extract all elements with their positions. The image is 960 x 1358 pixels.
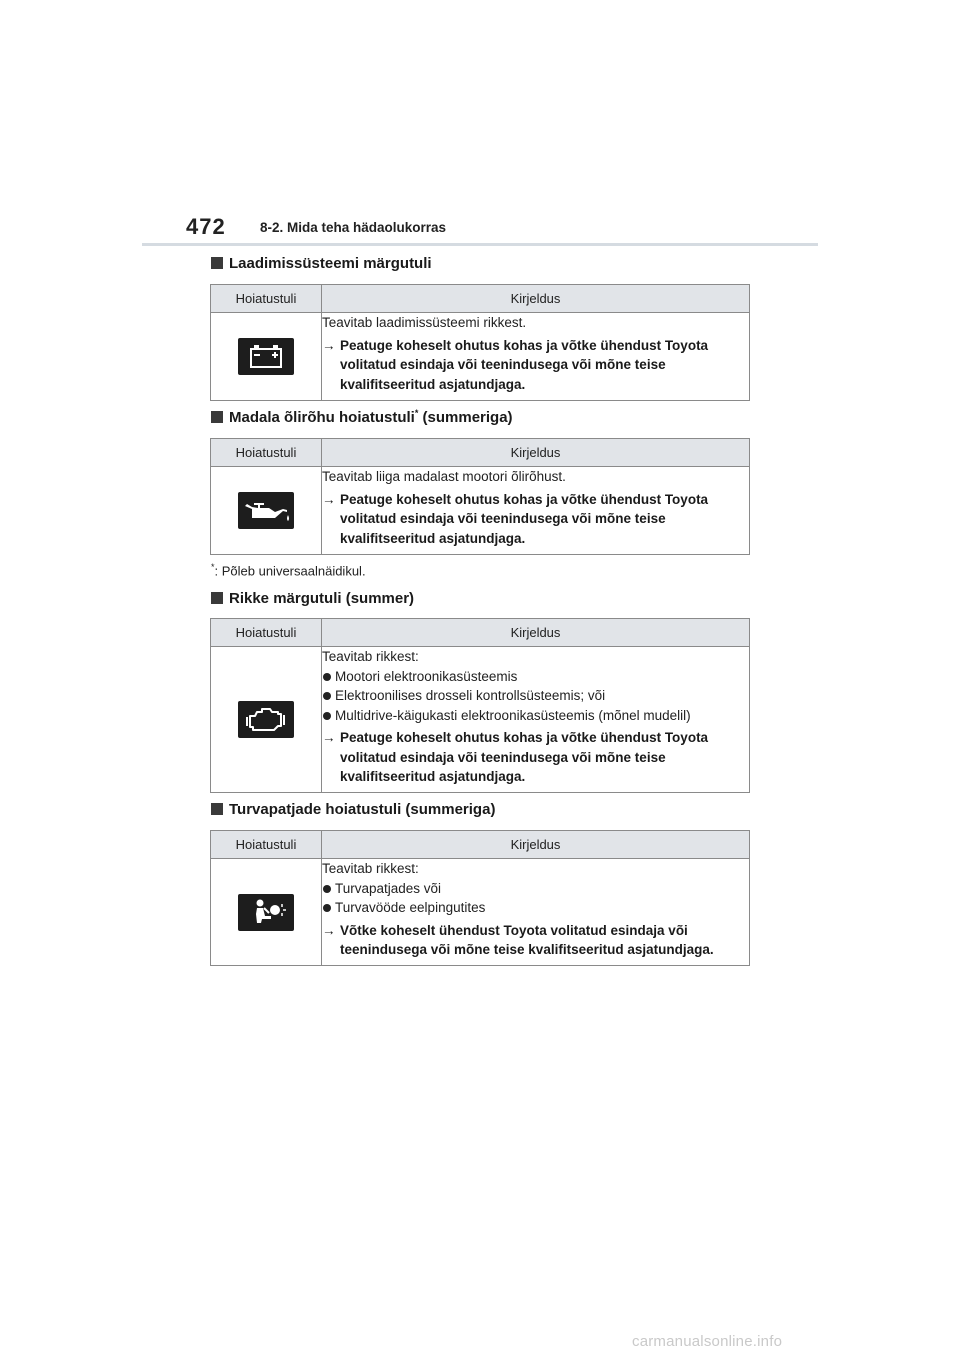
col-header-description: Kirjeldus [322,831,750,859]
charging-table [210,284,750,401]
oil-can-icon [238,492,294,529]
list-item: Turvapatjades või [322,879,749,899]
airbag-icon [238,894,294,931]
description-intro: Teavitab rikkest: [322,649,419,664]
col-header-light: Hoiatustuli [211,619,322,647]
engine-icon [238,701,294,738]
square-bullet-icon [211,257,223,269]
oil-pressure-table [210,438,750,555]
page-number: 472 [186,214,226,239]
icon-cell [211,467,322,555]
arrow-icon: → [322,922,336,938]
arrow-icon: → [322,337,336,353]
action-text: → Peatuge koheselt ohutus kohas ja võtke ühendust Toyota volitatud esindaja või teenindusega või mõne teise kvalifitseeritud asjatundjaga. [322,491,709,546]
action-text: → Võtke koheselt ühendust Toyota volitatud esindaja või teenindusega või mõne teise kvalifitseeritud asjatundjaga. [322,922,714,957]
col-header-light: Hoiatustuli [211,439,322,467]
running-title: 8-2. Mida teha hädaolukorras [260,220,447,235]
square-bullet-icon [211,592,223,604]
description-cell [322,859,750,966]
arrow-icon: → [322,491,336,507]
list-item: Elektroonilises drosseli kontrollsüsteemis; või [322,686,749,706]
footnote: *: Põleb universaalnäidikul. [211,562,366,579]
description-intro: Teavitab laadimissüsteemi rikkest. [322,315,527,330]
square-bullet-icon [211,411,223,423]
col-header-description: Kirjeldus [322,619,750,647]
action-text: → Peatuge koheselt ohutus kohas ja võtke ühendust Toyota volitatud esindaja või teenindusega või mõne teise kvalifitseeritud asjatundjaga. [322,337,709,392]
col-header-light: Hoiatustuli [211,831,322,859]
col-header-description: Kirjeldus [322,285,750,313]
icon-cell [211,647,322,793]
square-bullet-icon [211,803,223,815]
header-rule [142,243,818,246]
col-header-light: Hoiatustuli [211,285,322,313]
list-item: Mootori elektroonikasüsteemis [322,667,749,687]
description-intro: Teavitab rikkest: [322,861,419,876]
icon-cell [211,859,322,966]
list-item: Multidrive-käigukasti elektroonikasüsteemis (mõnel mudelil) [322,706,749,726]
section-heading-airbag: Turvapatjade hoiatustuli (summeriga) [211,801,495,818]
description-cell [322,647,750,793]
airbag-table [210,830,750,966]
col-header-description: Kirjeldus [322,439,750,467]
section-heading-oil: Madala õlirõhu hoiatustuli* (summeriga) [211,408,513,426]
description-cell [322,313,750,401]
malfunction-table [210,618,750,793]
icon-cell [211,313,322,401]
action-text: → Peatuge koheselt ohutus kohas ja võtke ühendust Toyota volitatud esindaja või teenindusega või mõne teise kvalifitseeritud asjatundjaga. [322,730,709,784]
description-intro: Teavitab liiga madalast mootori õlirõhust. [322,469,566,484]
battery-icon [238,338,294,375]
section-heading-charging: Laadimissüsteemi märgutuli [211,255,432,272]
description-cell [322,467,750,555]
watermark: carmanualsonline.info [632,1333,783,1350]
section-heading-malfunction: Rikke märgutuli (summer) [211,590,414,607]
list-item: Turvavööde eelpingutites [322,898,749,918]
arrow-icon: → [322,730,336,745]
